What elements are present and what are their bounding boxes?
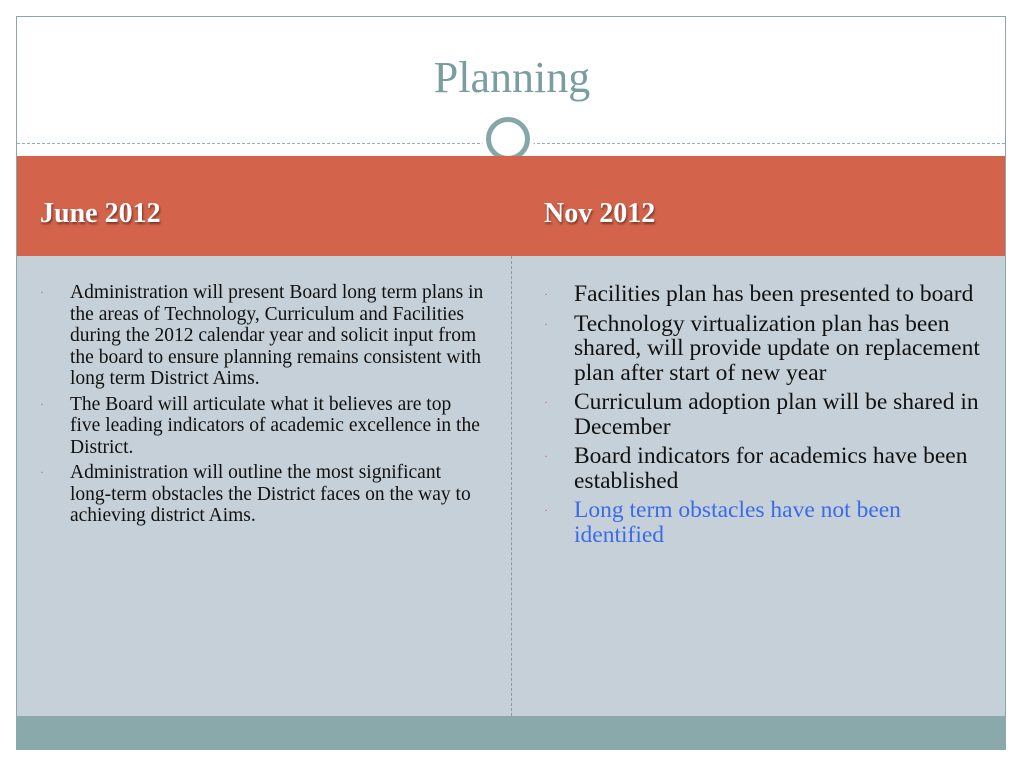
bullet-text: Technology virtualization plan has been shared, will provide update on replacement plan after start of new year (574, 310, 980, 386)
bullet-text: Facilities plan has been presented to board (574, 281, 974, 307)
column-separator (511, 256, 512, 716)
list-item (544, 390, 984, 439)
small-dot-bullet-icon: · (544, 287, 548, 301)
bullet-text: Administration will outline the most significant long-term obstacles the District faces on the way to achieving district Aims. (70, 462, 471, 526)
list-item (40, 394, 484, 459)
small-dot-bullet-icon: · (40, 396, 44, 411)
bullet-text: Board indicators for academics have been established (574, 443, 968, 494)
nov-bullet-list (544, 282, 984, 552)
bullet-text: Long term obstacles have not been identified (574, 497, 901, 548)
small-dot-bullet-icon: · (40, 465, 44, 479)
small-dot-bullet-icon: · (544, 449, 548, 463)
slide-title: Planning (433, 53, 591, 102)
small-dot-bullet-icon: · (544, 316, 548, 331)
list-item (40, 462, 484, 527)
column-heading-june: June 2012 (40, 198, 161, 229)
small-dot-bullet-icon: · (544, 395, 548, 409)
column-heading-nov: Nov 2012 (544, 198, 656, 229)
list-item (544, 282, 984, 307)
footer-band (17, 716, 1005, 749)
column-header-band (17, 156, 1005, 256)
bullet-text: Curriculum adoption plan will be shared in December (574, 389, 979, 440)
bullet-text: Administration will present Board long term plans in the areas of Technology, Curriculum and Facilities during the 2012 calendar year and solicit input from the board to ensure planning remains consistent with long term District Aims. (70, 282, 484, 389)
list-item (544, 444, 984, 493)
small-dot-bullet-icon: · (544, 503, 548, 517)
small-dot-bullet-icon: · (40, 285, 44, 299)
list-item-highlighted (544, 498, 984, 547)
list-item (40, 282, 484, 390)
bullet-text: The Board will articulate what it believes are top five leading indicators of academic excellence in the District. (70, 393, 480, 458)
list-item (544, 312, 984, 386)
june-bullet-list (40, 282, 484, 531)
